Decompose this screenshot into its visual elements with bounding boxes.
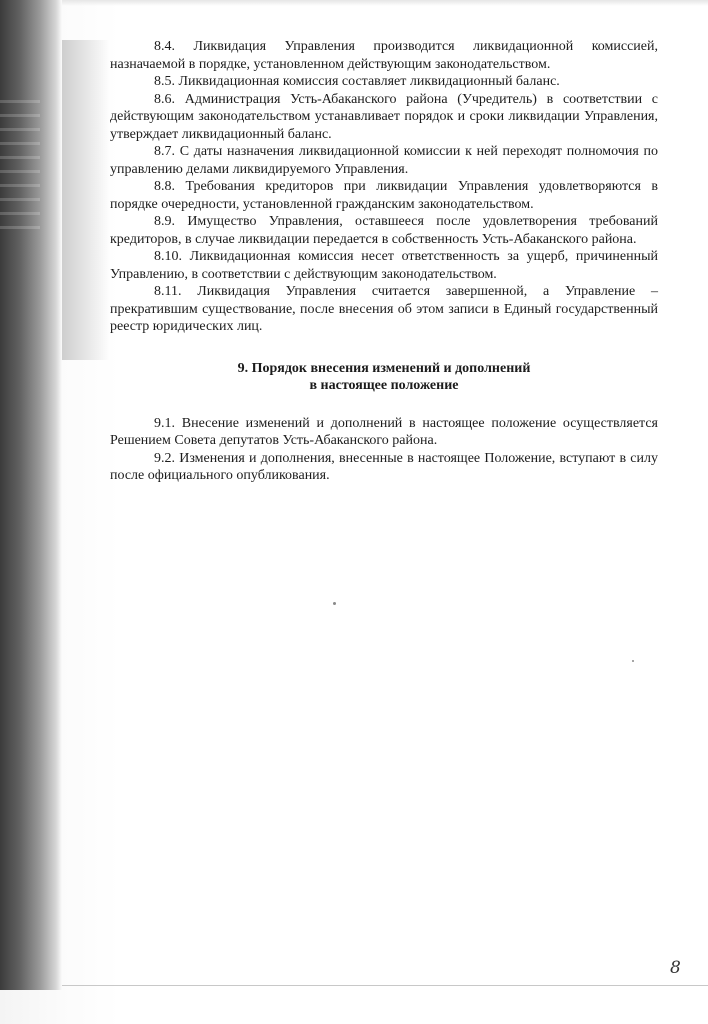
heading-line-2: в настоящее положение — [309, 378, 459, 393]
paragraph-8-5: 8.5. Ликвидационная комиссия составляет ликвидационный баланс. — [154, 74, 560, 89]
page-top-edge — [62, 0, 708, 6]
paragraph-8-4: 8.4. Ликвидация Управления производится ликвидационной комиссией, назначаемой в порядке, установленном действующим законодательством. — [110, 39, 658, 72]
binding-marks — [0, 100, 40, 240]
page-number: 8 — [670, 958, 681, 978]
paragraph-8-9: 8.9. Имущество Управления, оставшееся после удовлетворения требований кредиторов, в случае ликвидации передается в собственность Усть-Абаканского района. — [110, 214, 658, 247]
paragraph-9-2: 9.2. Изменения и дополнения, внесенные в настоящее Положение, вступают в силу после официального опубликования. — [110, 450, 658, 483]
scan-speck — [632, 660, 634, 662]
section-9-heading — [110, 360, 658, 395]
paragraph-8-6: 8.6. Администрация Усть-Абаканского района (Учредитель) в соответствии с действующим законодательством устанавливает порядок и сроки ликвидации Управления, утверждает ликвидационный баланс. — [110, 91, 658, 142]
paragraph-8-10: 8.10. Ликвидационная комиссия несет ответственность за ущерб, причиненный Управлению, в соответствии с действующим законодательством. — [110, 249, 658, 282]
paragraph-8-11: 8.11. Ликвидация Управления считается завершенной, а Управление – прекратившим существование, после внесения об этом записи в Единый государственный реестр юридических лиц. — [110, 284, 658, 334]
section-9 — [110, 415, 658, 485]
heading-line-1: 9. Порядок внесения изменений и дополнений — [237, 360, 531, 376]
section-8 — [110, 38, 658, 336]
paragraph-9-1: 9.1. Внесение изменений и дополнений в настоящее положение осуществляется Решением Совета депутатов Усть-Абаканского района. — [110, 415, 658, 448]
page-bottom-edge — [62, 985, 708, 986]
document-body — [110, 38, 658, 485]
paragraph-8-7: 8.7. С даты назначения ликвидационной комиссии к ней переходят полномочия по управлению делами ликвидируемого Управления. — [110, 144, 658, 177]
scan-speck — [333, 602, 336, 605]
paragraph-8-8: 8.8. Требования кредиторов при ликвидации Управления удовлетворяются в порядке очередности, установленной гражданским законодательством. — [110, 179, 658, 212]
